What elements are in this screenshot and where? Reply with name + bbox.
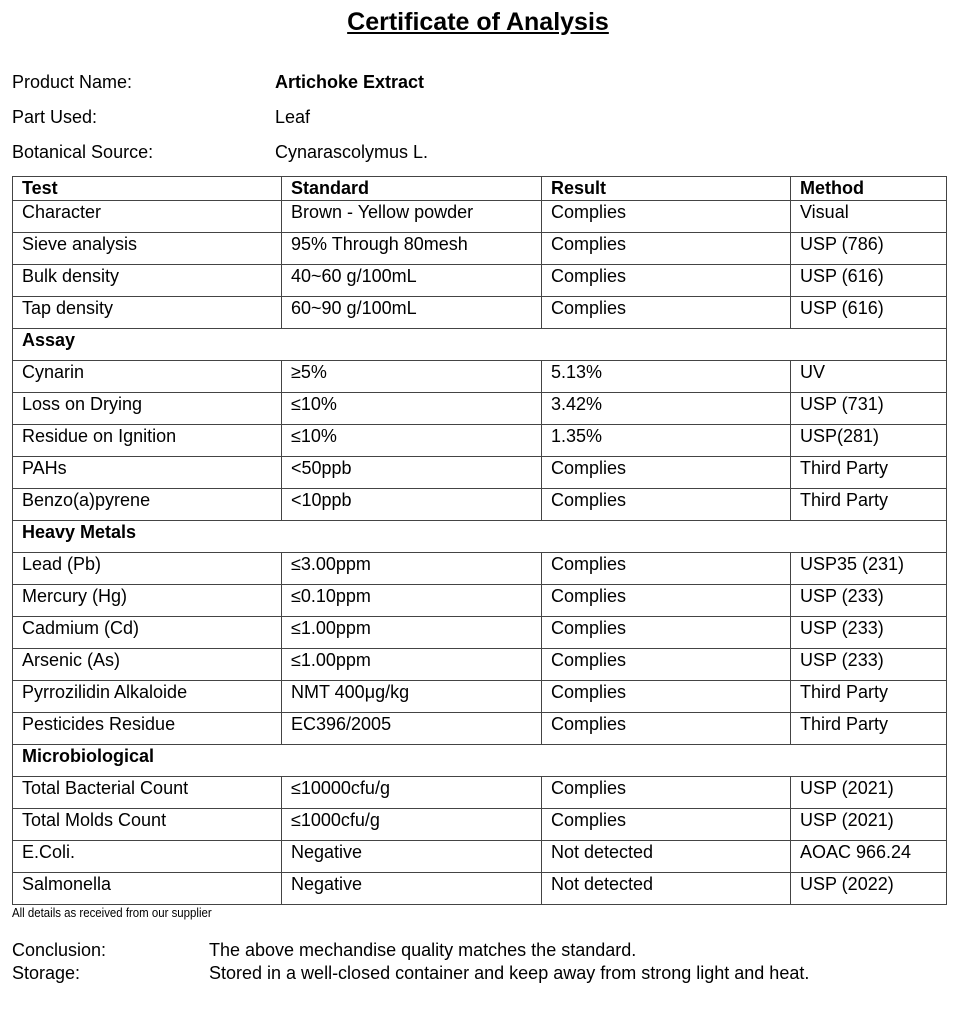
part-used-value: Leaf (275, 107, 311, 127)
cell-test: Character (13, 201, 282, 233)
cell-result: Complies (542, 809, 791, 841)
section-row (13, 329, 947, 361)
cell-standard: ≤1.00ppm (282, 617, 542, 649)
cell-method: Third Party (791, 681, 947, 713)
cell-standard: ≤3.00ppm (282, 553, 542, 585)
table-row (13, 809, 947, 841)
cell-test: Total Molds Count (13, 809, 282, 841)
cell-standard: ≤1000cfu/g (282, 809, 542, 841)
table-row (13, 617, 947, 649)
cell-method: USP (233) (791, 585, 947, 617)
cell-result: 1.35% (542, 425, 791, 457)
cell-method: USP (2022) (791, 873, 947, 905)
table-row (13, 393, 947, 425)
table-row (13, 297, 947, 329)
cell-method: USP (786) (791, 233, 947, 265)
table-row (13, 233, 947, 265)
cell-result: Complies (542, 617, 791, 649)
storage-label: Storage: (12, 963, 81, 983)
cell-result: Complies (542, 489, 791, 521)
table-header-row (13, 177, 947, 201)
section-title: Microbiological (13, 745, 947, 777)
cell-test: Mercury (Hg) (13, 585, 282, 617)
table-row (13, 873, 947, 905)
section-title: Heavy Metals (13, 521, 947, 553)
cell-standard: ≤10% (282, 393, 542, 425)
product-name-value: Artichoke Extract (275, 72, 425, 92)
table-row (13, 265, 947, 297)
part-used-label: Part Used: (12, 107, 98, 127)
header-test: Test (13, 177, 282, 201)
cell-result: Complies (542, 457, 791, 489)
cell-result: Not detected (542, 841, 791, 873)
header-standard: Standard (282, 177, 542, 201)
cell-test: Bulk density (13, 265, 282, 297)
cell-result: Complies (542, 233, 791, 265)
cell-result: Complies (542, 681, 791, 713)
cell-standard: Negative (282, 873, 542, 905)
cell-result: Complies (542, 553, 791, 585)
cell-result: Complies (542, 585, 791, 617)
cell-test: PAHs (13, 457, 282, 489)
cell-test: Tap density (13, 297, 282, 329)
table-row (13, 681, 947, 713)
cell-result: Complies (542, 201, 791, 233)
cell-standard: ≤10000cfu/g (282, 777, 542, 809)
cell-test: Loss on Drying (13, 393, 282, 425)
cell-test: Cadmium (Cd) (13, 617, 282, 649)
header-method: Method (791, 177, 947, 201)
cell-result: Complies (542, 777, 791, 809)
section-row (13, 745, 947, 777)
cell-method: USP (731) (791, 393, 947, 425)
cell-standard: EC396/2005 (282, 713, 542, 745)
cell-standard: 40~60 g/100mL (282, 265, 542, 297)
cell-standard: 95% Through 80mesh (282, 233, 542, 265)
product-name-label: Product Name: (12, 72, 133, 92)
cell-test: Sieve analysis (13, 233, 282, 265)
cell-result: Complies (542, 265, 791, 297)
cell-test: Total Bacterial Count (13, 777, 282, 809)
table-row (13, 777, 947, 809)
cell-method: Third Party (791, 457, 947, 489)
cell-method: Visual (791, 201, 947, 233)
table-row (13, 361, 947, 393)
cell-test: Lead (Pb) (13, 553, 282, 585)
table-row (13, 649, 947, 681)
cell-method: USP35 (231) (791, 553, 947, 585)
cell-standard: Brown - Yellow powder (282, 201, 542, 233)
conclusion-value: The above mechandise quality matches the standard. (209, 940, 637, 960)
cell-standard: Negative (282, 841, 542, 873)
cell-method: USP (233) (791, 617, 947, 649)
cell-result: 3.42% (542, 393, 791, 425)
table-row (13, 585, 947, 617)
cell-standard: ≤10% (282, 425, 542, 457)
document-title: Certificate of Analysis (347, 8, 609, 36)
cell-test: Cynarin (13, 361, 282, 393)
analysis-table (12, 176, 947, 905)
cell-method: Third Party (791, 489, 947, 521)
table-row (13, 489, 947, 521)
section-title: Assay (13, 329, 947, 361)
cell-result: 5.13% (542, 361, 791, 393)
cell-standard: ≤1.00ppm (282, 649, 542, 681)
cell-method: USP (616) (791, 297, 947, 329)
cell-result: Complies (542, 713, 791, 745)
cell-test: Salmonella (13, 873, 282, 905)
cell-test: Pesticides Residue (13, 713, 282, 745)
cell-standard: <50ppb (282, 457, 542, 489)
table-row (13, 457, 947, 489)
table-row (13, 713, 947, 745)
cell-standard: ≤0.10ppm (282, 585, 542, 617)
cell-test: Benzo(a)pyrene (13, 489, 282, 521)
cell-method: Third Party (791, 713, 947, 745)
conclusion-label: Conclusion: (12, 940, 107, 960)
section-row (13, 521, 947, 553)
cell-test: E.Coli. (13, 841, 282, 873)
cell-method: USP (2021) (791, 777, 947, 809)
table-row (13, 841, 947, 873)
cell-method: USP(281) (791, 425, 947, 457)
cell-method: AOAC 966.24 (791, 841, 947, 873)
botanical-source-label: Botanical Source: (12, 142, 154, 162)
cell-standard: <10ppb (282, 489, 542, 521)
cell-standard: NMT 400μg/kg (282, 681, 542, 713)
cell-result: Not detected (542, 873, 791, 905)
cell-method: USP (233) (791, 649, 947, 681)
table-row (13, 553, 947, 585)
cell-result: Complies (542, 297, 791, 329)
cell-method: UV (791, 361, 947, 393)
cell-standard: ≥5% (282, 361, 542, 393)
footnote: All details as received from our supplier (12, 905, 212, 920)
cell-result: Complies (542, 649, 791, 681)
cell-test: Pyrrozilidin Alkaloide (13, 681, 282, 713)
cell-method: USP (2021) (791, 809, 947, 841)
table-row (13, 201, 947, 233)
cell-method: USP (616) (791, 265, 947, 297)
cell-standard: 60~90 g/100mL (282, 297, 542, 329)
cell-test: Arsenic (As) (13, 649, 282, 681)
cell-test: Residue on Ignition (13, 425, 282, 457)
table-row (13, 425, 947, 457)
header-result: Result (542, 177, 791, 201)
botanical-source-value: Cynarascolymus L. (275, 142, 429, 162)
storage-value: Stored in a well-closed container and keep away from strong light and heat. (209, 963, 810, 983)
